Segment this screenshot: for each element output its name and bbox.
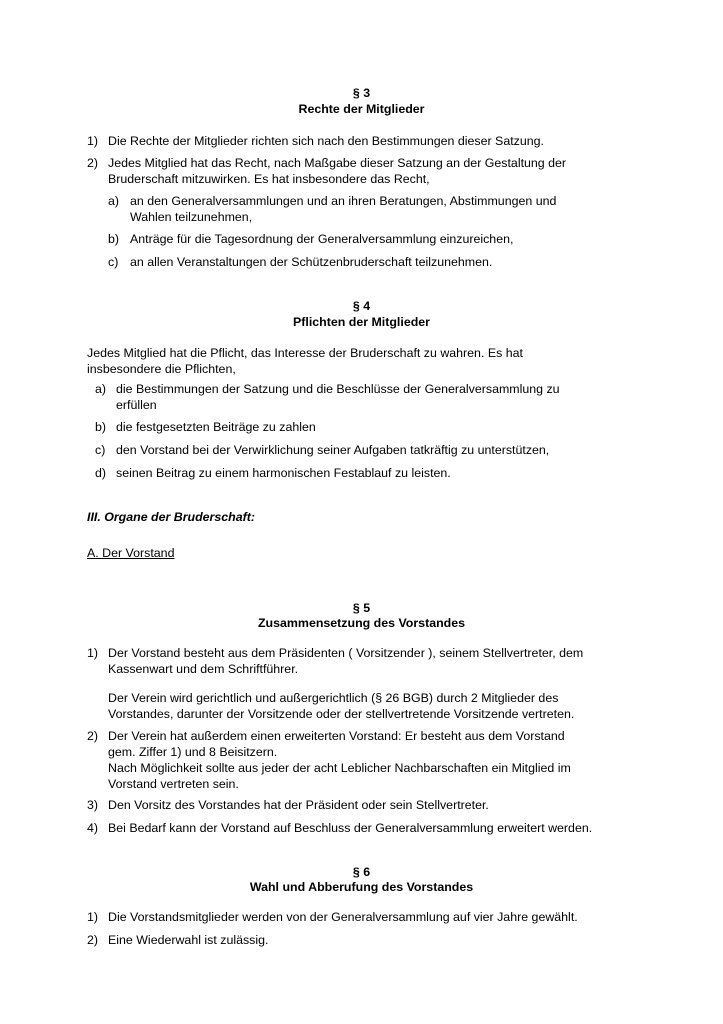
list-item-text: Bruderschaft mitzuwirken. Es hat insbesondere das Recht, bbox=[108, 172, 430, 186]
list-item-text: Der Verein wird gerichtlich und außergerichtlich (§ 26 BGB) durch 2 Mitglieder des bbox=[108, 691, 559, 705]
sub-item-label: b) bbox=[108, 232, 120, 246]
sub-item-label: a) bbox=[95, 382, 107, 396]
list-item-number: 4) bbox=[87, 821, 99, 835]
part-heading: III. Organe der Bruderschaft: bbox=[87, 510, 255, 524]
list-item-text: Der Vorstand besteht aus dem Präsidenten ( Vorsitzender ), seinem Stellvertreter, dem bbox=[108, 646, 584, 660]
sub-item-text: an den Generalversammlungen und an ihren Beratungen, Abstimmungen und bbox=[130, 194, 557, 208]
section-3-title: Rechte der Mitglieder bbox=[298, 102, 425, 116]
section-5-title: Zusammensetzung des Vorstandes bbox=[257, 616, 466, 630]
list-item-text: Jedes Mitglied hat das Recht, nach Maßgabe dieser Satzung an der Gestaltung der bbox=[108, 156, 567, 170]
list-item-text: Vorstandes, darunter der Vorsitzende oder der stellvertretende Vorsitzende vertreten. bbox=[108, 707, 575, 721]
list-item-text: Der Verein hat außerdem einen erweiterten Vorstand: Er besteht aus dem Vorstand bbox=[108, 729, 565, 743]
sub-item-text: die festgesetzten Beiträge zu zahlen bbox=[116, 420, 316, 434]
list-item-number: 3) bbox=[87, 798, 99, 812]
section-3-number: § 3 bbox=[352, 86, 371, 100]
list-item-text: Eine Wiederwahl ist zulässig. bbox=[108, 933, 269, 947]
sub-item-text: seinen Beitrag zu einem harmonischen Festablauf zu leisten. bbox=[116, 466, 451, 480]
sub-item-label: c) bbox=[95, 443, 106, 457]
sub-item-label: c) bbox=[108, 255, 119, 269]
section-4-title: Pflichten der Mitglieder bbox=[292, 315, 430, 329]
sub-item-text: erfüllen bbox=[116, 398, 157, 412]
list-item-text: Die Vorstandsmitglieder werden von der Generalversammlung auf vier Jahre gewählt. bbox=[108, 910, 578, 924]
section-4-number: § 4 bbox=[352, 299, 371, 313]
list-item-number: 1) bbox=[87, 646, 99, 660]
subsection-heading: A. Der Vorstand bbox=[87, 546, 175, 560]
list-item-number: 2) bbox=[87, 933, 99, 947]
section-5-number: § 5 bbox=[352, 601, 371, 615]
sub-item-text: die Bestimmungen der Satzung und die Beschlüsse der Generalversammlung zu bbox=[116, 382, 560, 396]
list-item-number: 2) bbox=[87, 156, 99, 170]
list-item-text: Vorstand vertreten sein. bbox=[108, 777, 239, 791]
paragraph-text: insbesondere die Pflichten, bbox=[87, 362, 236, 376]
list-item-text: Kassenwart und dem Schriftführer. bbox=[108, 662, 299, 676]
list-item-text: gem. Ziffer 1) und 8 Beisitzern. bbox=[108, 745, 278, 759]
list-item-number: 1) bbox=[87, 134, 99, 148]
list-item-number: 2) bbox=[87, 729, 99, 743]
list-item-text: Die Rechte der Mitglieder richten sich nach den Bestimmungen dieser Satzung. bbox=[108, 134, 544, 148]
sub-item-text: an allen Veranstaltungen der Schützenbruderschaft teilzunehmen. bbox=[130, 255, 493, 269]
list-item-text: Bei Bedarf kann der Vorstand auf Beschluss der Generalversammlung erweitert werden. bbox=[108, 821, 593, 835]
paragraph-text: Jedes Mitglied hat die Pflicht, das Interesse der Bruderschaft zu wahren. Es hat bbox=[87, 346, 523, 360]
list-item-text: Nach Möglichkeit sollte aus jeder der acht Leblicher Nachbarschaften ein Mitglied im bbox=[108, 761, 571, 775]
list-item-number: 1) bbox=[87, 910, 99, 924]
section-6-title: Wahl und Abberufung des Vorstandes bbox=[249, 880, 474, 894]
sub-item-text: den Vorstand bei der Verwirklichung seiner Aufgaben tatkräftig zu unterstützen, bbox=[116, 443, 550, 457]
sub-item-text: Anträge für die Tagesordnung der Generalversammlung einzureichen, bbox=[130, 232, 514, 246]
list-item-text: Den Vorsitz des Vorstandes hat der Präsident oder sein Stellvertreter. bbox=[108, 798, 489, 812]
sub-item-text: Wahlen teilzunehmen, bbox=[130, 210, 253, 224]
section-6-number: § 6 bbox=[352, 865, 371, 879]
sub-item-label: b) bbox=[95, 420, 107, 434]
sub-item-label: a) bbox=[108, 194, 120, 208]
sub-item-label: d) bbox=[95, 466, 107, 480]
